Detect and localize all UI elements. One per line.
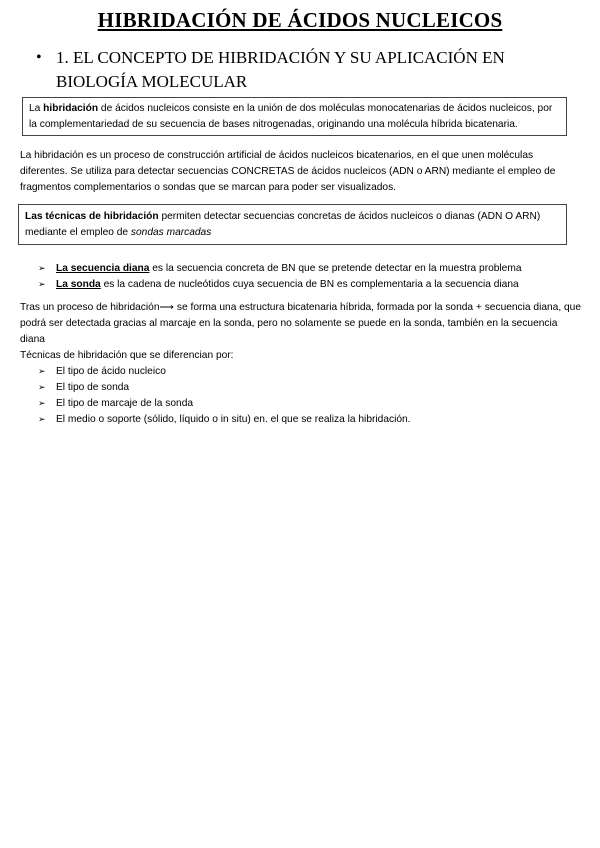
list-item: [38, 396, 578, 412]
document-title: HIBRIDACIÓN DE ÁCIDOS NUCLEICOS: [97, 8, 503, 32]
techniques-text: permiten detectar secuencias concretas de ácidos nucleicos o dianas (ADN O ARN) mediante el empleo de: [25, 211, 541, 238]
arrow-bullet-icon: ➢: [38, 415, 46, 425]
arrow-bullet-icon: ➢: [38, 280, 46, 290]
list-text: El medio o soporte (sólido, líquido o in situ) en. el que se realiza la hibridación.: [56, 414, 411, 425]
list-text: El tipo de marcaje de la sonda: [56, 398, 194, 409]
arrow-bullet-icon: ➢: [38, 264, 46, 274]
paragraph-tecnicas: Técnicas de hibridación que se diferencian por:: [20, 350, 234, 361]
definition-term: hibridación: [43, 103, 99, 114]
techniques-italic: sondas marcadas: [130, 226, 212, 238]
list-text: El tipo de ácido nucleico: [56, 366, 166, 377]
bullet-icon: •: [36, 49, 42, 66]
list-item: [38, 412, 578, 428]
definition-box: [22, 97, 567, 136]
techniques-list: [38, 364, 578, 428]
list-text: es la cadena de nucleótidos cuya secuencia de BN es complementaria a la secuencia diana: [100, 279, 519, 290]
paragraph-proceso: Tras un proceso de hibridación⟶ se forma una estructura bicatenaria híbrida, formada por la sonda + secuencia diana, que podrá ser detectada gracias al marcaje en la sonda, pero no solamente se puede en la sonda, también en la secuencia diana: [20, 302, 581, 345]
list-item: [38, 380, 578, 396]
paragraph-hibridacion: La hibridación es un proceso de construcción artificial de ácidos nucleicos bicatenarios, en el que unen moléculas diferentes. Se utiliza para detectar secuencias CONCRETAS de ácidos nucleicos (ADN o ARN) mediante el empleo de fragmentos complementarios o sondas que se marcan para poder ser visualizados.: [20, 150, 556, 193]
list-item: [38, 261, 578, 277]
arrow-bullet-icon: ➢: [38, 367, 46, 377]
list-term: La sonda: [56, 279, 101, 290]
list-text: es la secuencia concreta de BN que se pretende detectar en la muestra problema: [149, 263, 522, 274]
list-term: La secuencia diana: [56, 263, 150, 274]
arrow-bullet-icon: ➢: [38, 399, 46, 409]
section-heading-text: 1. EL CONCEPTO DE HIBRIDACIÓN Y SU APLICACIÓN EN BIOLOGÍA MOLECULAR: [56, 48, 505, 91]
techniques-term: Las técnicas de hibridación: [25, 211, 159, 222]
list-text: El tipo de sonda: [56, 382, 130, 393]
list-item: [38, 277, 578, 293]
definition-pre: La: [29, 103, 44, 114]
techniques-box: [18, 204, 567, 245]
list-item: [38, 364, 578, 380]
definitions-list: [38, 261, 578, 293]
arrow-bullet-icon: ➢: [38, 383, 46, 393]
definition-text: de ácidos nucleicos consiste en la unión de dos moléculas monocatenarias de ácidos nucleicos, por la complementariedad de su secuencia de bases nitrogenadas, originando una molécula híbrida bicatenaria.: [29, 103, 553, 130]
section-heading: [36, 46, 576, 94]
